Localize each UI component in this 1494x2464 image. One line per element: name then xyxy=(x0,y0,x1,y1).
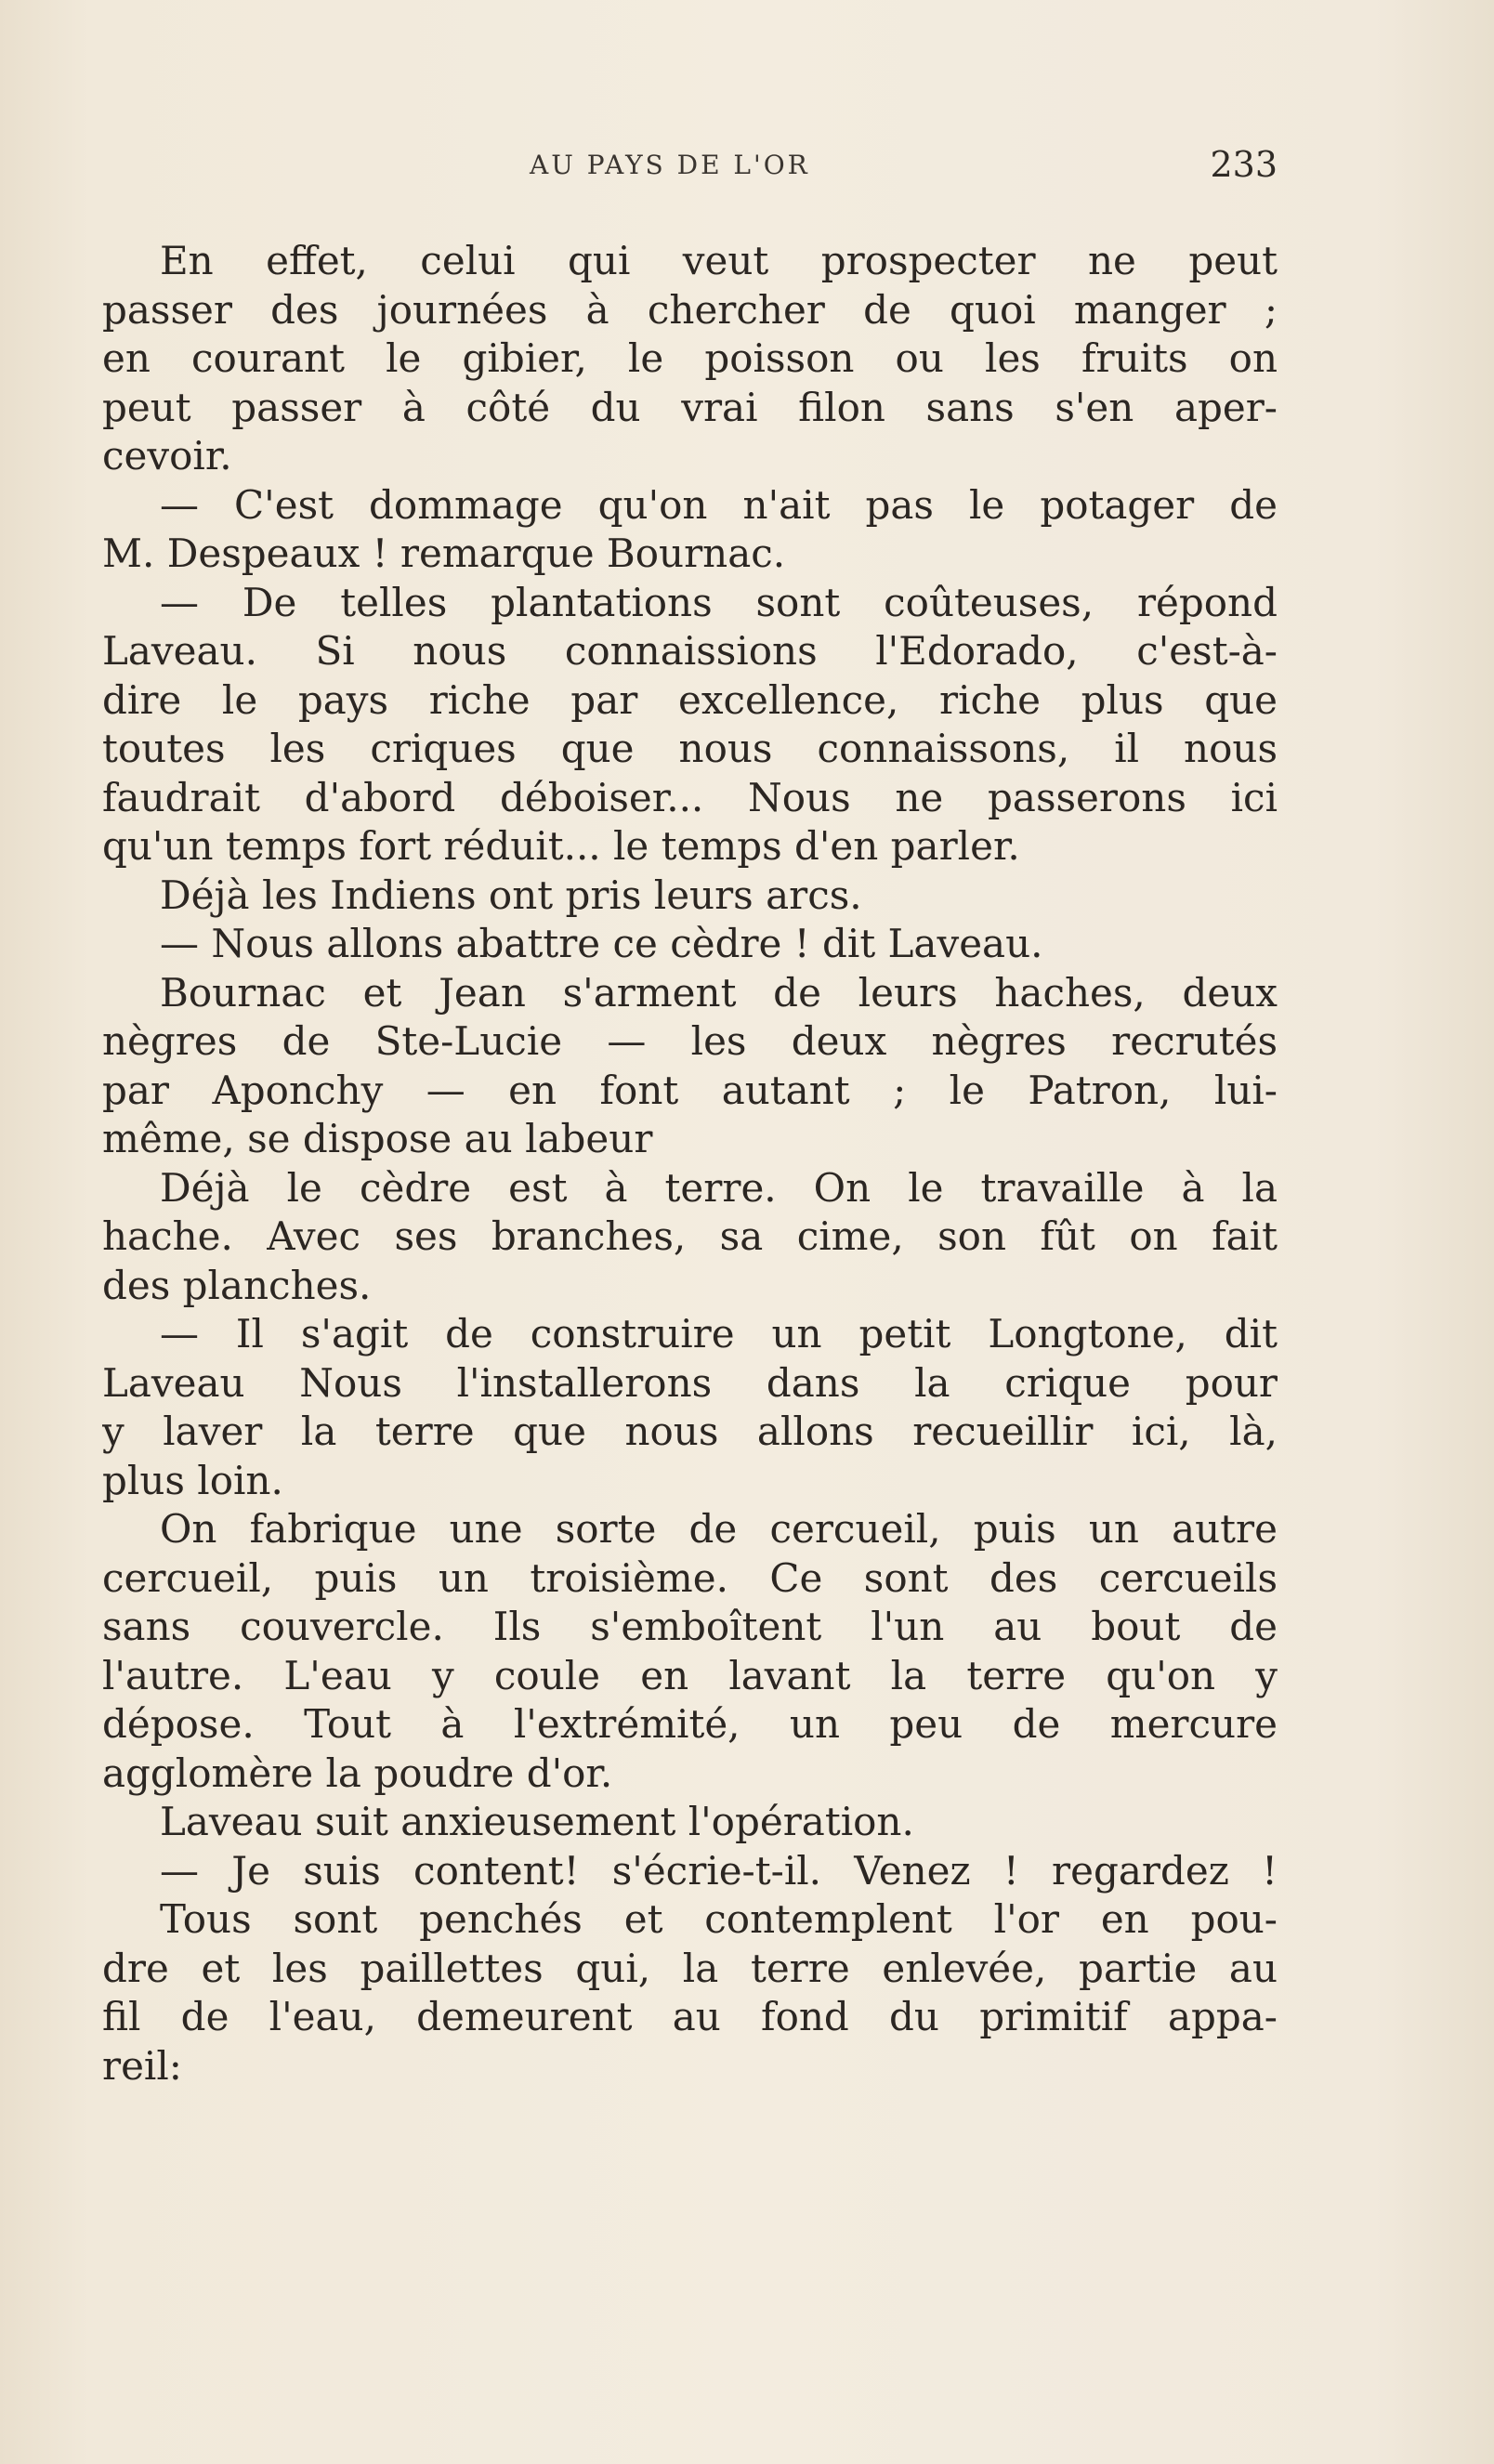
text-line: M. Despeaux ! remarque Bournac. xyxy=(102,531,786,576)
page-number: 233 xyxy=(1210,144,1278,185)
text-line: sans couvercle. Ils s'emboîtent l'un au bout de xyxy=(102,1604,1278,1649)
text-line: — C'est dommage qu'on n'ait pas le potager de xyxy=(160,481,1278,528)
text-line: fil de l'eau, demeurent au fond du primitif appa- xyxy=(102,1994,1278,2039)
text-line: agglomère la poudre d'or. xyxy=(102,1750,613,1796)
text-line: nègres de Ste-Lucie — les deux nègres recrutés xyxy=(102,1018,1278,1064)
text-line: dire le pays riche par excellence, riche plus que xyxy=(102,676,1278,723)
page-body-text xyxy=(102,237,1278,2090)
text-line: cercueil, puis un troisième. Ce sont des cercueils xyxy=(102,1554,1278,1601)
running-head: AU PAYS DE L'OR xyxy=(530,150,810,180)
text-line: hache. Avec ses branches, sa cime, son fût on fait xyxy=(102,1213,1278,1259)
text-line: l'autre. L'eau y coule en lavant la terre qu'on y xyxy=(102,1652,1278,1698)
text-line: Bournac et Jean s'arment de leurs haches, deux xyxy=(160,969,1278,1016)
text-line: faudrait d'abord déboiser... Nous ne passerons ici xyxy=(102,774,1278,820)
text-line: passer des journées à chercher de quoi manger ; xyxy=(102,286,1278,333)
text-line: On fabrique une sorte de cercueil, puis un autre xyxy=(160,1506,1278,1552)
text-line: des planches. xyxy=(102,1262,372,1308)
text-line: Tous sont penchés et contemplent l'or en pou- xyxy=(160,1896,1278,1942)
text-line: dre et les paillettes qui, la terre enlevée, partie au xyxy=(102,1945,1278,1991)
text-line: Laveau Nous l'installerons dans la crique pour xyxy=(102,1359,1278,1406)
text-line: cevoir. xyxy=(102,433,232,478)
text-line: — Je suis content! s'écrie-t-il. Venez ! regardez ! xyxy=(160,1847,1278,1894)
text-line: qu'un temps fort réduit... le temps d'en parler. xyxy=(102,823,1020,869)
page-header xyxy=(102,144,1278,200)
text-line: Déjà le cèdre est à terre. On le travaille à la xyxy=(160,1164,1278,1211)
text-line: Laveau. Si nous connaissions l'Edorado, c'est-à- xyxy=(102,628,1278,674)
text-line: Laveau suit anxieusement l'opération. xyxy=(160,1799,914,1844)
text-line: peut passer à côté du vrai filon sans s'en aper- xyxy=(102,384,1278,430)
text-line: — De telles plantations sont coûteuses, répond xyxy=(160,579,1278,625)
text-line: — Il s'agit de construire un petit Longtone, dit xyxy=(160,1311,1278,1357)
text-line: — Nous allons abattre ce cèdre ! dit Laveau. xyxy=(160,921,1043,966)
text-line: Déjà les Indiens ont pris leurs arcs. xyxy=(160,872,862,918)
text-line: reil: xyxy=(102,2042,182,2089)
text-line: en courant le gibier, le poisson ou les fruits on xyxy=(102,335,1278,381)
text-line: y laver la terre que nous allons recueillir ici, là, xyxy=(102,1409,1278,1454)
text-line: dépose. Tout à l'extrémité, un peu de mercure xyxy=(102,1701,1278,1747)
text-line: En effet, celui qui veut prospecter ne peut xyxy=(160,238,1278,283)
text-line: même, se dispose au labeur xyxy=(102,1116,653,1161)
text-line: par Aponchy — en font autant ; le Patron, lui- xyxy=(102,1067,1278,1113)
text-line: plus loin. xyxy=(102,1457,283,1503)
text-line: toutes les criques que nous connaissons, il nous xyxy=(102,726,1278,771)
